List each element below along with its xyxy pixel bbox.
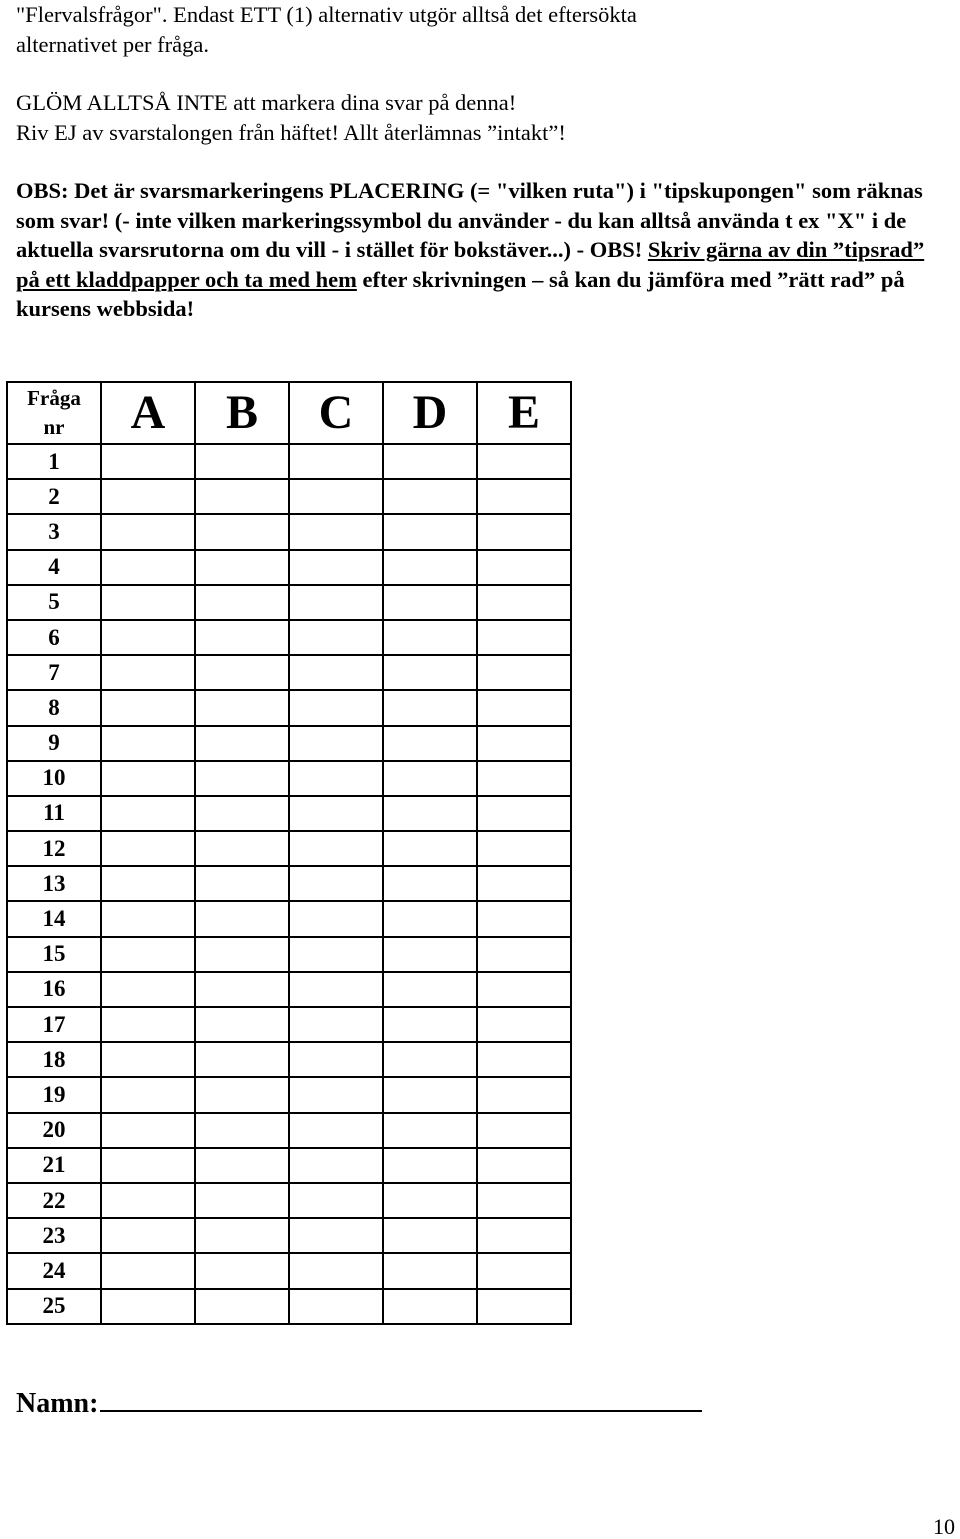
answer-box[interactable]: [101, 901, 195, 936]
answer-box[interactable]: [383, 514, 477, 549]
answer-row: [7, 901, 571, 936]
answer-box[interactable]: [477, 1077, 571, 1112]
answer-box[interactable]: [195, 1007, 289, 1042]
answer-box[interactable]: [289, 514, 383, 549]
answer-row: [7, 1289, 571, 1324]
answer-row: [7, 585, 571, 620]
answer-box[interactable]: [101, 1007, 195, 1042]
answer-box[interactable]: [195, 479, 289, 514]
answer-box[interactable]: [383, 1183, 477, 1218]
page-number: 10: [933, 1514, 955, 1539]
answer-box[interactable]: [477, 1007, 571, 1042]
question-number: 22: [7, 1183, 101, 1218]
question-number: 2: [7, 479, 101, 514]
answer-row: [7, 620, 571, 655]
answer-box[interactable]: [195, 1253, 289, 1288]
answer-box[interactable]: [477, 479, 571, 514]
answer-box[interactable]: [101, 655, 195, 690]
answer-box[interactable]: [101, 550, 195, 585]
answer-box[interactable]: [101, 866, 195, 901]
answer-box[interactable]: [195, 444, 289, 479]
answer-box[interactable]: [101, 831, 195, 866]
answer-row: [7, 866, 571, 901]
answer-box[interactable]: [289, 1042, 383, 1077]
answer-box[interactable]: [101, 585, 195, 620]
option-header-b: B: [195, 382, 289, 444]
answer-box[interactable]: [289, 1148, 383, 1183]
answer-box[interactable]: [289, 761, 383, 796]
answer-box[interactable]: [101, 1042, 195, 1077]
answer-box[interactable]: [289, 726, 383, 761]
answer-row: [7, 1148, 571, 1183]
answer-row: [7, 479, 571, 514]
answer-box[interactable]: [289, 1113, 383, 1148]
answer-box[interactable]: [289, 620, 383, 655]
option-header-a: A: [101, 382, 195, 444]
answer-row: [7, 1253, 571, 1288]
answer-row: [7, 1183, 571, 1218]
answer-box[interactable]: [383, 655, 477, 690]
question-number: 23: [7, 1218, 101, 1253]
answer-box[interactable]: [477, 726, 571, 761]
option-header-d: D: [383, 382, 477, 444]
question-number: 17: [7, 1007, 101, 1042]
answer-box[interactable]: [289, 1007, 383, 1042]
answer-box[interactable]: [383, 1218, 477, 1253]
answer-box[interactable]: [477, 1148, 571, 1183]
answer-box[interactable]: [101, 761, 195, 796]
answer-box[interactable]: [383, 761, 477, 796]
answer-box[interactable]: [101, 796, 195, 831]
answer-box[interactable]: [383, 901, 477, 936]
answer-row: [7, 550, 571, 585]
answer-box[interactable]: [101, 690, 195, 725]
question-number: 13: [7, 866, 101, 901]
instruction-line: GLÖM ALLTSÅ INTE att markera dina svar på denna!: [16, 90, 517, 115]
answer-box[interactable]: [289, 550, 383, 585]
answer-box[interactable]: [477, 1289, 571, 1324]
answer-box[interactable]: [195, 514, 289, 549]
answer-box[interactable]: [477, 550, 571, 585]
answer-box[interactable]: [383, 1289, 477, 1324]
answer-box[interactable]: [289, 444, 383, 479]
question-number: 14: [7, 901, 101, 936]
answer-box[interactable]: [477, 1218, 571, 1253]
answer-box[interactable]: [383, 1253, 477, 1288]
answer-box[interactable]: [383, 831, 477, 866]
answer-row: [7, 726, 571, 761]
answer-box[interactable]: [383, 937, 477, 972]
answer-row: [7, 444, 571, 479]
answer-box[interactable]: [383, 444, 477, 479]
question-number-header: [7, 382, 101, 444]
answer-box[interactable]: [101, 1253, 195, 1288]
question-number: 6: [7, 620, 101, 655]
answer-row: [7, 1077, 571, 1112]
question-number: 10: [7, 761, 101, 796]
answer-row: [7, 1218, 571, 1253]
answer-box[interactable]: [383, 620, 477, 655]
obs-text: (- inte vilken markeringssymbol du använder - du kan alltså använda t ex "X" i de aktuella svarsrutorna om du vill - i stället för bokstäver...) - OBS!: [16, 207, 907, 262]
answer-grid-header-row: [7, 382, 571, 444]
answer-box[interactable]: [101, 1289, 195, 1324]
answer-box[interactable]: [289, 796, 383, 831]
answer-box[interactable]: [383, 866, 477, 901]
question-number: 1: [7, 444, 101, 479]
answer-box[interactable]: [477, 796, 571, 831]
answer-box[interactable]: [195, 937, 289, 972]
answer-box[interactable]: [477, 655, 571, 690]
question-number: 8: [7, 690, 101, 725]
question-number: 3: [7, 514, 101, 549]
answer-box[interactable]: [195, 550, 289, 585]
answer-box[interactable]: [289, 585, 383, 620]
instruction-line: alternativet per fråga.: [16, 31, 210, 57]
answer-box[interactable]: [101, 972, 195, 1007]
answer-box[interactable]: [383, 585, 477, 620]
answer-box[interactable]: [383, 1042, 477, 1077]
answer-box[interactable]: [101, 1148, 195, 1183]
name-label: Namn:: [16, 1388, 99, 1419]
answer-box[interactable]: [477, 901, 571, 936]
answer-box[interactable]: [101, 444, 195, 479]
answer-box[interactable]: [289, 901, 383, 936]
answer-box[interactable]: [477, 690, 571, 725]
answer-box[interactable]: [195, 690, 289, 725]
answer-box[interactable]: [195, 1218, 289, 1253]
answer-row: [7, 1042, 571, 1077]
answer-box[interactable]: [477, 761, 571, 796]
answer-grid: [6, 381, 572, 1325]
question-number: 25: [7, 1289, 101, 1324]
answer-row: [7, 796, 571, 831]
question-number: 24: [7, 1253, 101, 1288]
answer-row: [7, 655, 571, 690]
answer-box[interactable]: [477, 444, 571, 479]
answer-row: [7, 690, 571, 725]
answer-box[interactable]: [195, 1042, 289, 1077]
answer-box[interactable]: [289, 479, 383, 514]
answer-box[interactable]: [383, 1148, 477, 1183]
answer-box[interactable]: [477, 831, 571, 866]
question-number: 18: [7, 1042, 101, 1077]
answer-box[interactable]: [101, 1183, 195, 1218]
answer-row: [7, 1007, 571, 1042]
question-number: 19: [7, 1077, 101, 1112]
answer-box[interactable]: [383, 796, 477, 831]
option-header-e: E: [477, 382, 571, 444]
answer-box[interactable]: [195, 1113, 289, 1148]
answer-box[interactable]: [101, 1077, 195, 1112]
answer-box[interactable]: [383, 550, 477, 585]
answer-box[interactable]: [195, 761, 289, 796]
answer-box[interactable]: [477, 1253, 571, 1288]
name-line[interactable]: [100, 1382, 702, 1412]
answer-box[interactable]: [477, 1042, 571, 1077]
answer-box[interactable]: [383, 690, 477, 725]
answer-box[interactable]: [289, 1253, 383, 1288]
answer-box[interactable]: [289, 655, 383, 690]
answer-box[interactable]: [101, 514, 195, 549]
answer-box[interactable]: [195, 655, 289, 690]
question-number: 20: [7, 1113, 101, 1148]
answer-row: [7, 972, 571, 1007]
question-header-line: Fråga: [27, 386, 81, 410]
answer-box[interactable]: [195, 1183, 289, 1218]
answer-box[interactable]: [289, 972, 383, 1007]
answer-box[interactable]: [195, 1148, 289, 1183]
answer-box[interactable]: [289, 690, 383, 725]
question-number: 15: [7, 937, 101, 972]
question-number: 11: [7, 796, 101, 831]
answer-row: [7, 937, 571, 972]
answer-box[interactable]: [195, 831, 289, 866]
answer-box[interactable]: [383, 1077, 477, 1112]
answer-box[interactable]: [101, 620, 195, 655]
answer-box[interactable]: [289, 1289, 383, 1324]
answer-box[interactable]: [289, 1183, 383, 1218]
answer-box[interactable]: [477, 1183, 571, 1218]
obs-underlined-text: Skriv gärna av din ”tipsrad” på ett kladdpapper och ta med hem: [16, 237, 925, 292]
question-header-line: nr: [43, 415, 65, 439]
answer-box[interactable]: [289, 937, 383, 972]
answer-box[interactable]: [195, 866, 289, 901]
question-number: 21: [7, 1148, 101, 1183]
answer-box[interactable]: [383, 726, 477, 761]
answer-box[interactable]: [383, 1007, 477, 1042]
question-number: 7: [7, 655, 101, 690]
answer-box[interactable]: [477, 514, 571, 549]
question-number: 4: [7, 550, 101, 585]
answer-box[interactable]: [289, 866, 383, 901]
answer-row: [7, 1113, 571, 1148]
answer-box[interactable]: [195, 726, 289, 761]
answer-box[interactable]: [477, 972, 571, 1007]
answer-box[interactable]: [383, 1113, 477, 1148]
instructions: [16, 0, 936, 324]
answer-box[interactable]: [195, 585, 289, 620]
answer-box[interactable]: [195, 972, 289, 1007]
answer-box[interactable]: [195, 1077, 289, 1112]
name-field: [16, 1382, 702, 1421]
answer-row: [7, 761, 571, 796]
answer-box[interactable]: [477, 585, 571, 620]
answer-box[interactable]: [383, 479, 477, 514]
question-number: 16: [7, 972, 101, 1007]
answer-row: [7, 831, 571, 866]
answer-box[interactable]: [477, 620, 571, 655]
answer-box[interactable]: [195, 796, 289, 831]
answer-box[interactable]: [289, 831, 383, 866]
answer-box[interactable]: [477, 937, 571, 972]
answer-box[interactable]: [383, 972, 477, 1007]
answer-box[interactable]: [101, 1113, 195, 1148]
instruction-line: "Flervalsfrågor". Endast ETT (1) alternativ utgör alltså det eftersökta: [16, 2, 637, 27]
question-number: 12: [7, 831, 101, 866]
answer-box[interactable]: [195, 1289, 289, 1324]
question-number: 9: [7, 726, 101, 761]
answer-box[interactable]: [477, 866, 571, 901]
obs-paragraph: [16, 176, 936, 324]
option-header-c: C: [289, 382, 383, 444]
answer-row: [7, 514, 571, 549]
answer-box[interactable]: [101, 937, 195, 972]
obs-text: OBS: Det är svarsmarkeringens PLACERING (= "vilken ruta") i "tipskupongen" som räknas som svar!: [16, 178, 923, 233]
answer-box[interactable]: [195, 620, 289, 655]
instruction-line: Riv EJ av svarstalongen från häftet! Allt återlämnas ”intakt”!: [16, 119, 566, 145]
answer-box[interactable]: [289, 1077, 383, 1112]
answer-box[interactable]: [101, 479, 195, 514]
answer-box[interactable]: [289, 1218, 383, 1253]
obs-text: efter skrivningen – så kan du jämföra med ”rätt rad” på kursens webbsida!: [16, 266, 905, 321]
answer-box[interactable]: [101, 726, 195, 761]
answer-box[interactable]: [477, 1113, 571, 1148]
answer-box[interactable]: [195, 901, 289, 936]
question-number: 5: [7, 585, 101, 620]
answer-box[interactable]: [101, 1218, 195, 1253]
